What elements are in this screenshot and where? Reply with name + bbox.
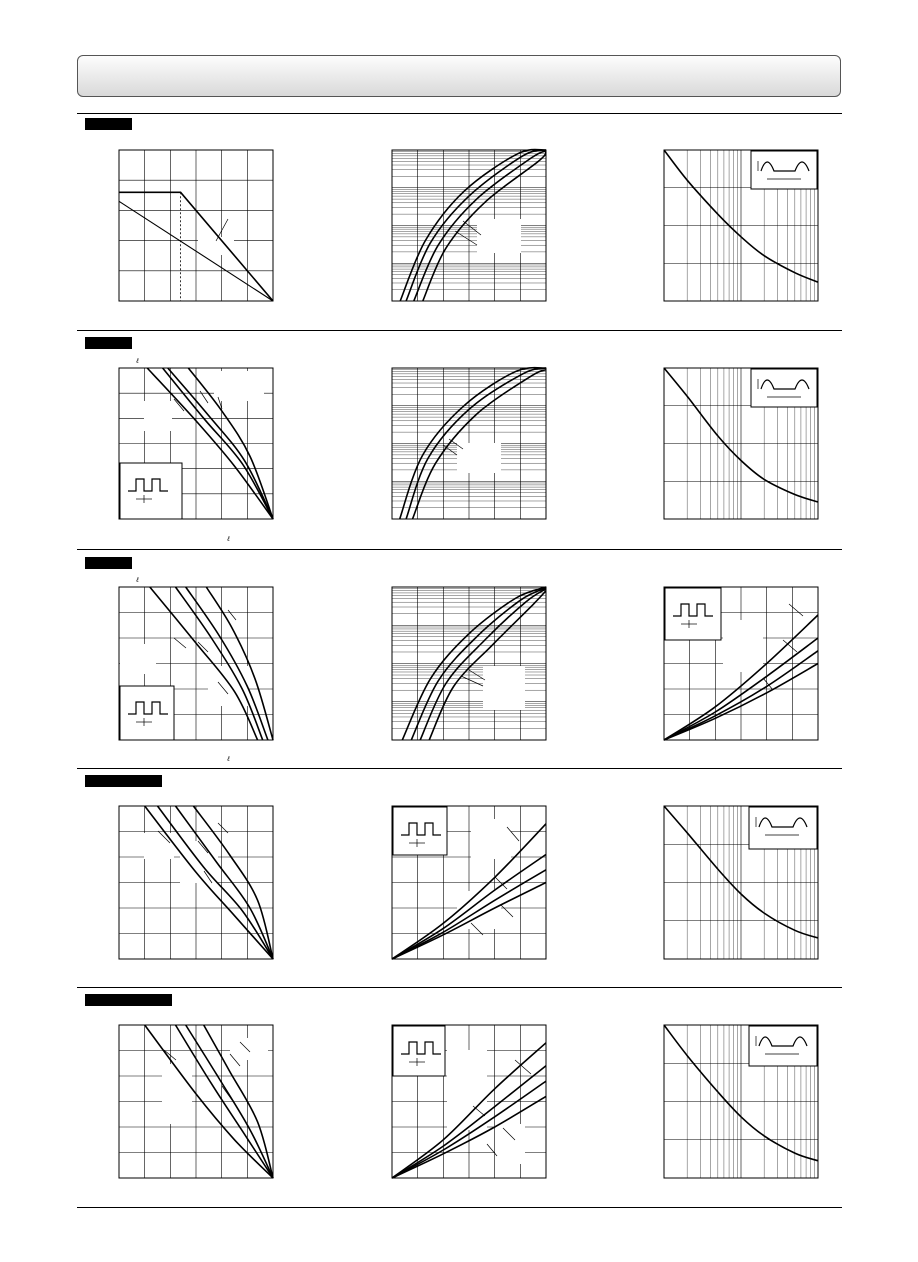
chart-r3c2: [391, 586, 547, 741]
label-area: [120, 644, 156, 674]
chart-r2c1: [118, 367, 274, 520]
svg-text:ℓ: ℓ: [136, 357, 139, 365]
chart-r5c1: [118, 1024, 274, 1179]
annotation-leader: [455, 231, 477, 245]
annotation-leader: [174, 638, 186, 648]
waveform-inset: [749, 807, 817, 849]
footer-rule: [77, 1207, 842, 1208]
chart-r2c3: [663, 367, 819, 520]
annotation-leader: [228, 610, 236, 620]
section-tag-3: [85, 557, 132, 569]
annotation-leader: [200, 391, 208, 403]
chart-r3c1: [118, 586, 274, 741]
annotation-leader: [789, 604, 803, 616]
chart-r3c3: [663, 586, 819, 741]
grid: [119, 150, 273, 301]
annotation-leader: [222, 1086, 232, 1100]
annotation-leader: [501, 905, 513, 917]
annotation-leader: [234, 429, 242, 441]
section-rule-3: [77, 549, 842, 550]
chart-r4c1: [118, 805, 274, 960]
section-rule-4: [77, 768, 842, 769]
section-tag-5: [85, 994, 172, 1006]
chart-r1c1: [118, 149, 274, 302]
chart-r4c2: [391, 805, 547, 960]
label-area: [457, 443, 501, 473]
label-area: [198, 237, 234, 255]
section-rule-1: [77, 113, 842, 114]
section-rule-2: [77, 330, 842, 331]
label-area: [477, 219, 521, 253]
label-area: [495, 1124, 525, 1164]
label-area: [471, 819, 511, 859]
svg-text:ℓ: ℓ: [227, 535, 230, 543]
chart-r5c2: [391, 1024, 547, 1179]
section-rule-5: [77, 987, 842, 988]
label-area: [162, 1064, 192, 1124]
waveform-inset: [393, 1026, 445, 1076]
chart-r2c2: [391, 367, 547, 520]
chart-r5c3: [663, 1024, 819, 1179]
label-area: [144, 833, 174, 859]
section-tag-4: [85, 775, 162, 787]
unit-glyph-r2-top: [120, 352, 140, 366]
chart-r1c3: [663, 149, 819, 302]
label-area: [144, 401, 172, 431]
section-tag-2: [85, 337, 132, 349]
chart-r4c3: [663, 805, 819, 960]
unit-glyph-r2-bottom: [222, 530, 236, 544]
label-area: [230, 1038, 268, 1060]
annotation-leader: [461, 676, 483, 686]
header-banner: [77, 55, 841, 97]
label-area: [483, 666, 525, 710]
waveform-inset: [393, 807, 447, 855]
label-area: [723, 620, 763, 672]
waveform-inset: [665, 588, 721, 640]
svg-text:ℓ: ℓ: [227, 755, 230, 763]
unit-glyph-r3-bottom: [222, 750, 236, 764]
chart-r1c2: [391, 149, 547, 302]
unit-glyph-r3-top: [120, 571, 140, 585]
label-area: [214, 371, 264, 401]
waveform-inset: [120, 686, 174, 740]
annotation-leader: [210, 1064, 218, 1076]
grid: [392, 587, 546, 740]
svg-text:ℓ: ℓ: [136, 576, 139, 584]
section-tag-1: [85, 118, 132, 130]
label-area: [208, 666, 248, 706]
